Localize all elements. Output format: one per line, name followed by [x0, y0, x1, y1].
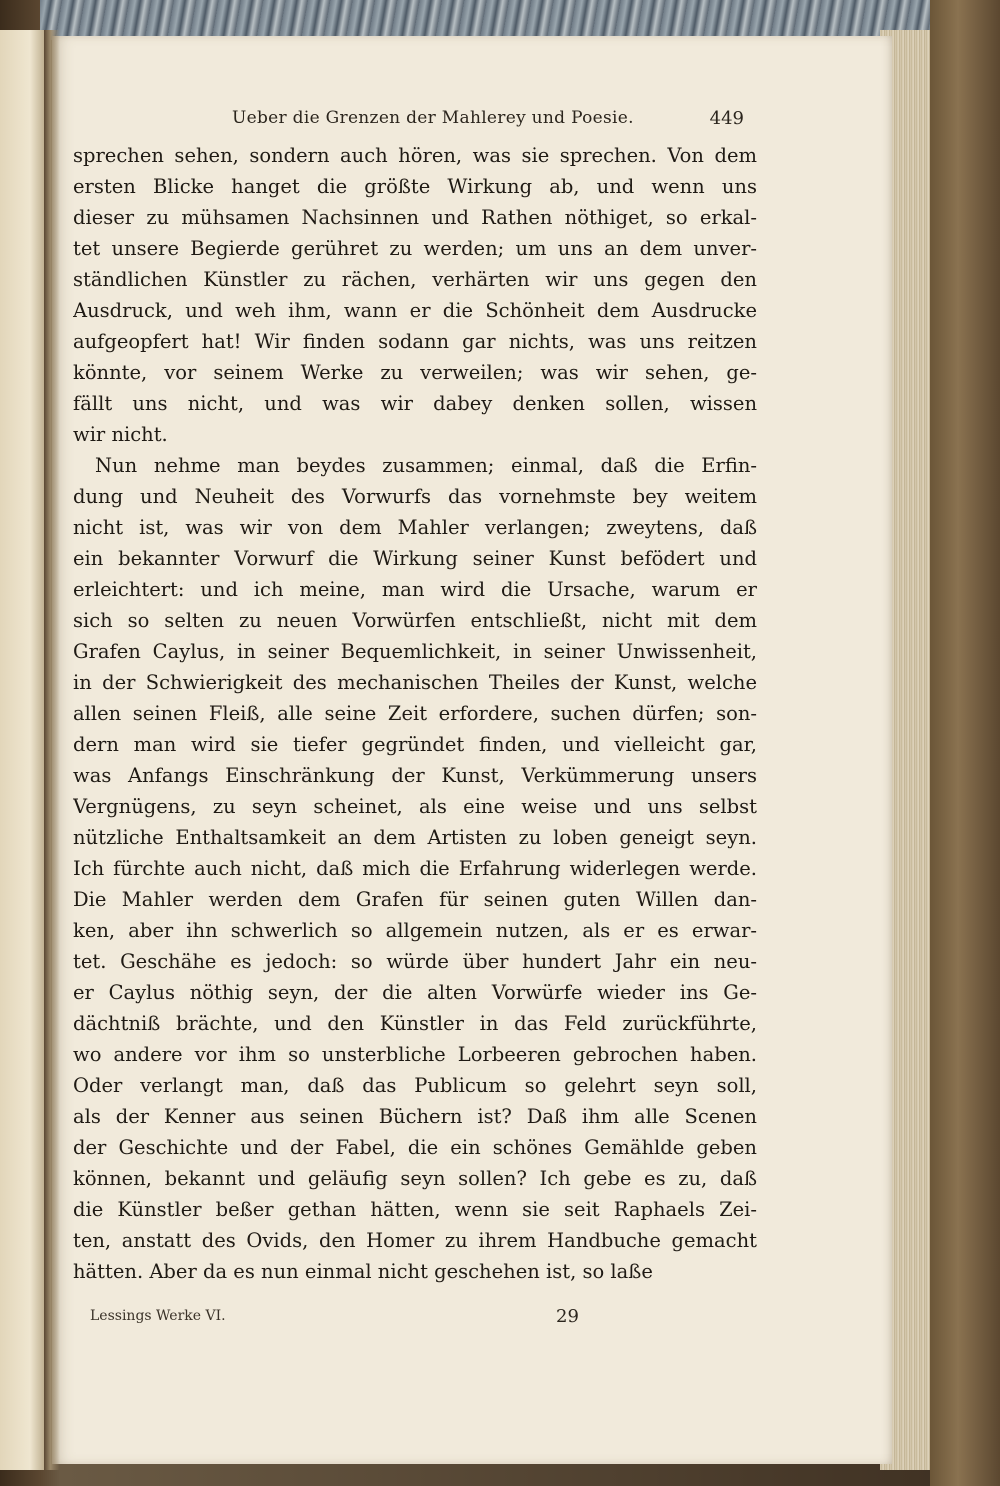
text-line: nützliche Enthaltsamkeit an dem Artisten zu loben geneigt seyn.	[73, 826, 757, 849]
text-line: hätten. Aber da es nun einmal nicht geschehen ist, so laße	[73, 1260, 653, 1283]
text-line: allen seinen Fleiß, alle seine Zeit erfordere, suchen dürfen; son-	[73, 702, 757, 725]
left-page-edge	[0, 30, 46, 1470]
running-head: Ueber die Grenzen der Mahlerey und Poesie.	[232, 108, 634, 128]
text-line: Nun nehme man beydes zusammen; einmal, daß die Erfin-	[95, 454, 757, 477]
text-line: dung und Neuheit des Vorwurfs das vornehmste bey weitem	[73, 485, 757, 508]
text-line: Vergnügens, zu seyn scheinet, als eine weise und uns selbst	[73, 795, 757, 818]
text-line: fällt uns nicht, und was wir dabey denken sollen, wissen	[73, 392, 757, 415]
book-cover-edge	[930, 0, 1000, 1486]
text-line: als der Kenner aus seinen Büchern ist? Daß ihm alle Scenen	[73, 1105, 757, 1128]
text-line: aufgeopfert hat! Wir finden sodann gar nichts, was uns reitzen	[73, 330, 757, 353]
text-line: könnte, vor seinem Werke zu verweilen; was wir sehen, ge-	[73, 361, 757, 384]
text-line: Die Mahler werden dem Grafen für seinen guten Willen dan-	[73, 888, 757, 911]
text-line: dieser zu mühsamen Nachsinnen und Rathen nöthiget, so erkal-	[73, 206, 757, 229]
text-line: ein bekannter Vorwurf die Wirkung seiner Kunst befödert und	[73, 547, 757, 570]
text-line: Grafen Caylus, in seiner Bequemlichkeit, in seiner Unwissenheit,	[73, 640, 757, 663]
text-line: tet unsere Begierde gerühret zu werden; um uns an dem unver-	[73, 237, 757, 260]
text-line: dern man wird sie tiefer gegründet finden, und vielleicht gar,	[73, 733, 757, 756]
text-line: was Anfangs Einschränkung der Kunst, Verkümmerung unsers	[73, 764, 757, 787]
text-line: Oder verlangt man, daß das Publicum so gelehrt seyn soll,	[73, 1074, 757, 1097]
text-line: dächtniß brächte, und den Künstler in das Feld zurückführte,	[73, 1012, 757, 1035]
gutter-shadow	[44, 30, 60, 1470]
text-line: in der Schwierigkeit des mechanischen Theiles der Kunst, welche	[73, 671, 757, 694]
text-line: wir nicht.	[73, 423, 168, 446]
text-line: ersten Blicke hanget die größte Wirkung ab, und wenn uns	[73, 175, 757, 198]
page-number: 449	[709, 108, 744, 129]
text-line: ten, anstatt des Ovids, den Homer zu ihrem Handbuche gemacht	[73, 1229, 757, 1252]
text-line: er Caylus nöthig seyn, der die alten Vorwürfe wieder ins Ge-	[73, 981, 757, 1004]
text-line: wo andere vor ihm so unsterbliche Lorbeeren gebrochen haben.	[73, 1043, 757, 1066]
text-line: die Künstler beßer gethan hätten, wenn sie seit Raphaels Zei-	[73, 1198, 757, 1221]
text-line: können, bekannt und geläufig seyn sollen? Ich gebe es zu, daß	[73, 1167, 757, 1190]
marbled-edge	[40, 0, 940, 40]
signature-mark: Lessings Werke VI.	[90, 1308, 226, 1324]
text-line: sprechen sehen, sondern auch hören, was sie sprechen. Von dem	[73, 144, 757, 167]
text-line: sich so selten zu neuen Vorwürfen entschließt, nicht mit dem	[73, 609, 757, 632]
text-line: nicht ist, was wir von dem Mahler verlangen; zweytens, daß	[73, 516, 757, 539]
gathering-number: 29	[556, 1306, 579, 1327]
text-line: tet. Geschähe es jedoch: so würde über hundert Jahr ein neu-	[73, 950, 757, 973]
page-header	[180, 108, 780, 142]
text-line: ständlichen Künstler zu rächen, verhärten wir uns gegen den	[73, 268, 757, 291]
text-line: ken, aber ihn schwerlich so allgemein nutzen, als er es erwar-	[73, 919, 757, 942]
text-line: der Geschichte und der Fabel, die ein schönes Gemählde geben	[73, 1136, 757, 1159]
page-footer	[90, 1306, 730, 1336]
text-line: erleichtert: und ich meine, man wird die Ursache, warum er	[73, 578, 757, 601]
text-line: Ausdruck, und weh ihm, wann er die Schönheit dem Ausdrucke	[73, 299, 757, 322]
text-line: Ich fürchte auch nicht, daß mich die Erfahrung widerlegen werde.	[73, 857, 757, 880]
body-text	[73, 140, 757, 1287]
